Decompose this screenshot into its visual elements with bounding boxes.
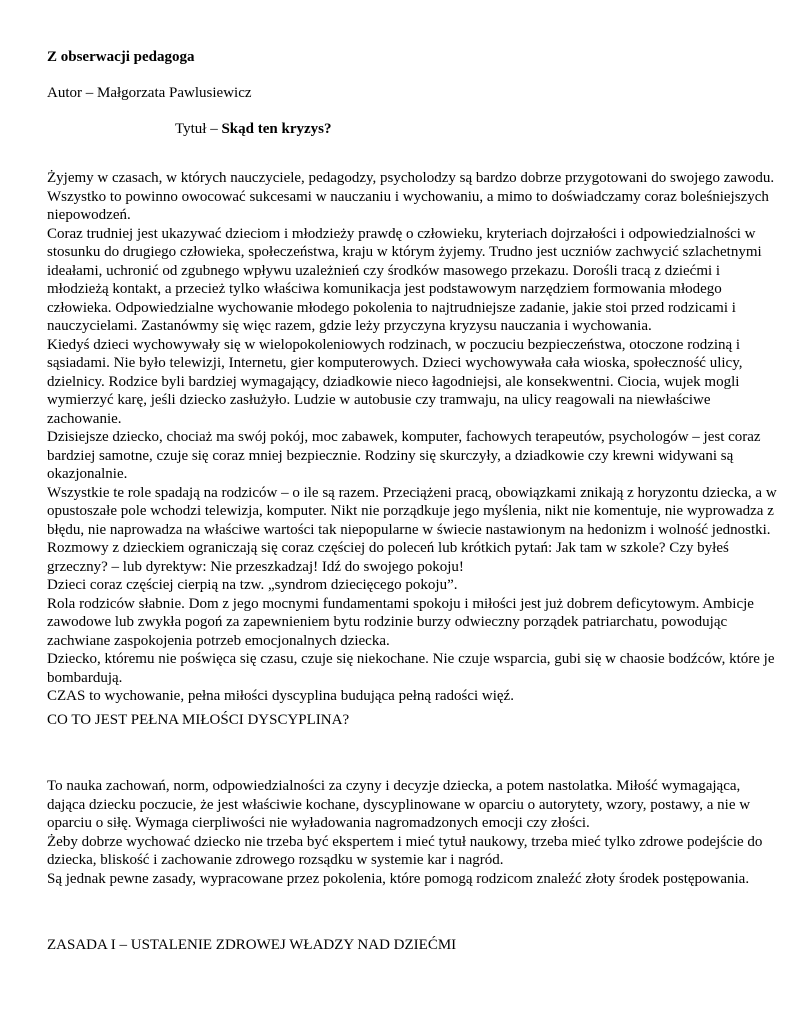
title-prefix: Tytuł – xyxy=(175,121,222,137)
title-line xyxy=(175,121,331,138)
author-line: Autor – Małgorzata Pawlusiewicz xyxy=(47,85,252,101)
section-heading-rule-1: ZASADA I – USTALENIE ZDROWEJ WŁADZY NAD DZIEĆMI xyxy=(47,937,457,953)
paragraph: Dzisiejsze dziecko, chociaż ma swój pokój, moc zabawek, komputer, fachowych terapeutów, psychologów – jest coraz bardziej samotne, czuje się coraz mniej bezpiecznie. Rodziny się skurczyły, a dziadkowie czy krewni widywani są okazjonalnie. xyxy=(47,429,761,482)
paragraph: CZAS to wychowanie, pełna miłości dyscyplina budująca pełną radości więź. xyxy=(47,688,514,704)
paragraph: Żeby dobrze wychować dziecko nie trzeba być ekspertem i mieć tytuł naukowy, trzeba mieć tylko zdrowe podejście do dziecka, bliskość i zachowanie zdrowego rozsądku w systemie kar i nagród. xyxy=(47,833,763,868)
section-heading-discipline: CO TO JEST PEŁNA MIŁOŚCI DYSCYPLINA? xyxy=(47,712,350,728)
paragraph: Rola rodziców słabnie. Dom z jego mocnymi fundamentami spokoju i miłości jest już dobrem deficytowym. Ambicje zawodowe lub zwykła pogoń za zapewnieniem bytu rodzinie burzy odwieczny porządek patriarchatu, powodując zachwiane zaspokojenia potrzeb emocjonalnych dziecka. xyxy=(47,595,754,649)
paragraph: To nauka zachowań, norm, odpowiedzialności za czyny i decyzje dziecka, a potem nastolatka. Miłość wymagająca, dająca dziecku poczucie, że jest właściwie kochane, dyscyplinowane w oparciu o autorytety, wzory, postawy, a nie w oparciu o siłę. Wymaga cierpliwości nie wyładowania nagromadzonych emocji czy złości. xyxy=(47,778,751,831)
body-section-1 xyxy=(47,169,777,706)
paragraph: Wszystkie te role spadają na rodziców – o ile są razem. Przeciążeni pracą, obowiązkami znikają z horyzontu dziecka, a w opustoszałe pole wchodzi telewizja, komputer. Nikt nie porządkuje jego myślenia, nikt nie komentuje, nie wyprowadza z błędu, nie naprowadza na właściwe wartości tak niepopularne w świecie nastawionym na hedonizm i wolność jednostki. xyxy=(47,484,777,538)
paragraph: Dzieci coraz częściej cierpią na tzw. „syndrom dziecięcego pokoju”. xyxy=(47,577,458,593)
body-section-2 xyxy=(47,777,767,888)
paragraph: Żyjemy w czasach, w których nauczyciele, pedagodzy, psycholodzy są bardzo dobrze przygotowani do swojego zawodu. Wszystko to powinno owocować sukcesami w nauczaniu i wychowaniu, a mimo to doświadczamy coraz boleśniejszych niepowodzeń. xyxy=(47,170,775,223)
paragraph: Rozmowy z dzieckiem ograniczają się coraz częściej do poleceń lub krótkich pytań: Jak tam w szkole? Czy byłeś grzeczny? – lub dyrektyw: Nie przeszkadzaj! Idź do swojego pokoju! xyxy=(47,540,729,575)
paragraph: Są jednak pewne zasady, wypracowane przez pokolenia, które pomogą rodzicom znaleźć złoty środek postępowania. xyxy=(47,870,750,887)
paragraph: Coraz trudniej jest ukazywać dzieciom i młodzieży prawdę o człowieku, kryteriach dojrzałości i odpowiedzialności w stosunku do drugiego człowieka, społeczeństwa, kraju w którym żyjemy. Trudno jest uczniów zachwycić szlachetnymi ideałami, uchronić od zgubnego wpływu uzależnień czy środków masowego przekazu. Dorośli tracą z dziećmi i młodzieżą kontakt, a przecież tylko właściwa komunikacja jest podstawowym narzędziem formowania młodego człowieka. Odpowiedzialne wychowanie młodego pokolenia to najtrudniejsze zadanie, jakie stoi przed rodzicami i nauczycielami. Zastanówmy się więc razem, gdzie leży przyczyna kryzysu nauczania i wychowania. xyxy=(47,225,762,334)
paragraph: Dziecko, któremu nie poświęca się czasu, czuje się niekochane. Nie czuje wsparcia, gubi się w chaosie bodźców, które je bombardują. xyxy=(47,651,775,686)
paragraph: Kiedyś dzieci wychowywały się w wielopokoleniowych rodzinach, w poczuciu bezpieczeństwa, otoczone rodziną i sąsiadami. Nie było telewizji, Internetu, gier komputerowych. Dzieci wychowywała cała wioska, społeczność ulicy, dzielnicy. Rodzice byli bardziej wymagający, dziadkowie nieco łagodniejsi, ale konsekwentni. Ciocia, wujek mogli wymierzyć karę, jeśli dziecko zasłużyło. Ludzie w autobusie czy tramwaju, na ulicy reagowali na niewłaściwe zachowanie. xyxy=(47,336,743,427)
document-series-title: Z obserwacji pedagoga xyxy=(47,49,195,65)
document-title: Skąd ten kryzys? xyxy=(221,121,332,137)
